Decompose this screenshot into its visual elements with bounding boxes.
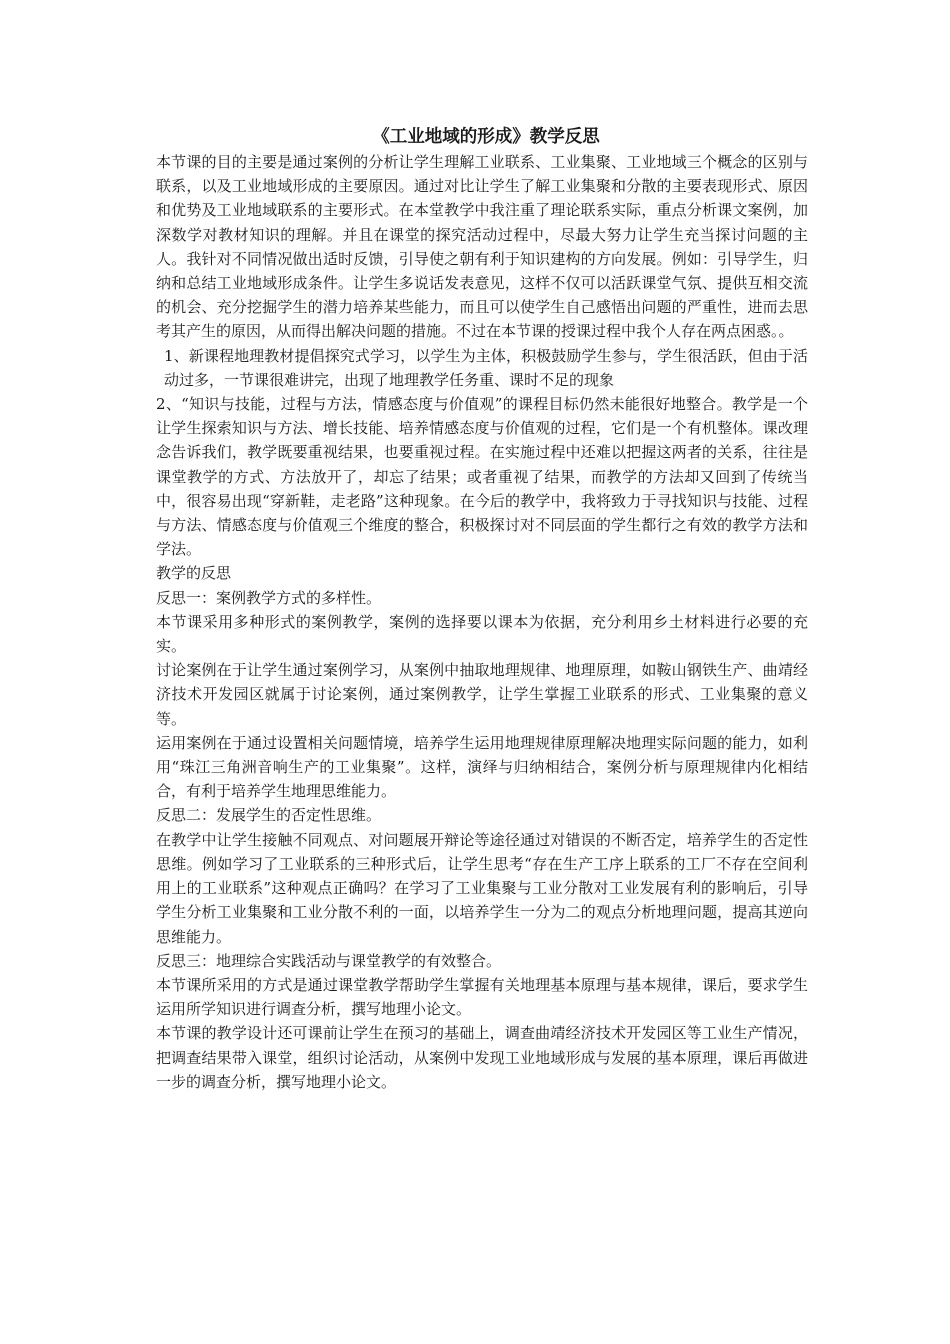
reflection-2-paragraph: 在教学中让学生接触不同观点、对问题展开辩论等途径通过对错误的不断否定，培养学生的否定性思维。例如学习了工业联系的三种形式后，让学生思考“存在生产工序上联系的工厂不存在空间利用上的工业联系”这种观点正确吗？在学习了工业集聚与工业分散对工业发展有利的影响后，引导学生分析工业集聚和工业分散不利的一面，以培养学生一分为二的观点分析地理问题，提高其逆向思维能力。 (156, 830, 808, 946)
reflection-1-paragraph-2: 讨论案例在于让学生通过案例学习，从案例中抽取地理规律、地理原理，如鞍山钢铁生产、曲靖经济技术开发园区就属于讨论案例，通过案例教学，让学生掌握工业联系的形式、工业集聚的意义等。 (156, 661, 808, 728)
reflection-3-paragraph-1: 本节课所采用的方式是通过课堂教学帮助学生掌握有关地理基本原理与基本规律，课后，要求学生运用所学知识进行调查分析，撰写地理小论文。 (156, 975, 808, 1019)
document-body (156, 124, 808, 1094)
confusion-item-1: 1、新课程地理教材提倡探究式学习，以学生为主体，积极鼓励学生参与，学生很活跃，但由于活动过多，一节课很难讲完，出现了地理教学任务重、课时不足的现象 (164, 346, 808, 389)
reflection-1-heading: 反思一：案例教学方式的多样性。 (156, 588, 382, 607)
reflection-1-paragraph-3: 运用案例在于通过设置相关问题情境，培养学生运用地理规律原理解决地理实际问题的能力，如利用“珠江三角洲音响生产的工业集聚”。这样，演绎与归纳相结合，案例分析与原理规律内化相结合，有利于培养学生地理思维能力。 (156, 733, 808, 801)
reflection-2-heading: 反思二：发展学生的否定性思维。 (156, 806, 382, 825)
intro-paragraph: 本节课的目的主要是通过案例的分析让学生理解工业联系、工业集聚、工业地域三个概念的区别与联系，以及工业地域形成的主要原因。通过对比让学生了解工业集聚和分散的主要表现形式、原因和优势及工业地域联系的主要形式。在本堂教学中我注重了理论联系实际，重点分析课文案例，加深数学对教材知识的理解。并且在课堂的探究活动过程中，尽最大努力让学生充当探讨问题的主人。我针对不同情况做出适时反馈，引导使之朝有利于知识建构的方向发展。例如：引导学生，归纳和总结工业地域形成条件。让学生多说话发表意见，这样不仅可以活跃课堂气氛、提供互相交流的机会、充分挖掘学生的潜力培养某些能力，而且可以使学生自己感悟出问题的严重性，进而去思考其产生的原因，从而得出解决问题的措施。不过在本节课的授课过程中我个人存在两点困惑。。 (156, 153, 808, 341)
reflection-3-heading: 反思三：地理综合实践活动与课堂教学的有效整合。 (156, 951, 502, 970)
reflection-1-paragraph-1: 本节课采用多种形式的案例教学，案例的选择要以课本为依据，充分利用乡土材料进行必要的充实。 (156, 612, 808, 656)
document-title: 《工业地域的形成》教学反思 (372, 127, 600, 147)
confusion-item-2: 2、“知识与技能，过程与方法，情感态度与价值观”的课程目标仍然未能很好地整合。教学是一个让学生探索知识与方法、增长技能、培养情感态度与价值观的过程，它们是一个有机整体。课改理念告诉我们，教学既要重视结果，也要重视过程。在实施过程中还难以把握这两者的关系，往往是课堂教学的方式、方法放开了，却忘了结果；或者重视了结果，而教学的方法却又回到了传统当中，很容易出现“穿新鞋，走老路”这种现象。在今后的教学中，我将致力于寻找知识与技能、过程与方法、情感态度与价值观三个维度的整合，积极探讨对不同层面的学生都行之有效的教学方法和学法。 (156, 395, 808, 559)
section-heading-reflection: 教学的反思 (156, 564, 232, 583)
reflection-3-paragraph-2: 本节课的教学设计还可课前让学生在预习的基础上，调查曲靖经济技术开发园区等工业生产情况，把调查结果带入课堂，组织讨论活动，从案例中发现工业地域形成与发展的基本原理，课后再做进一步的调查分析，撰写地理小论文。 (156, 1024, 808, 1091)
